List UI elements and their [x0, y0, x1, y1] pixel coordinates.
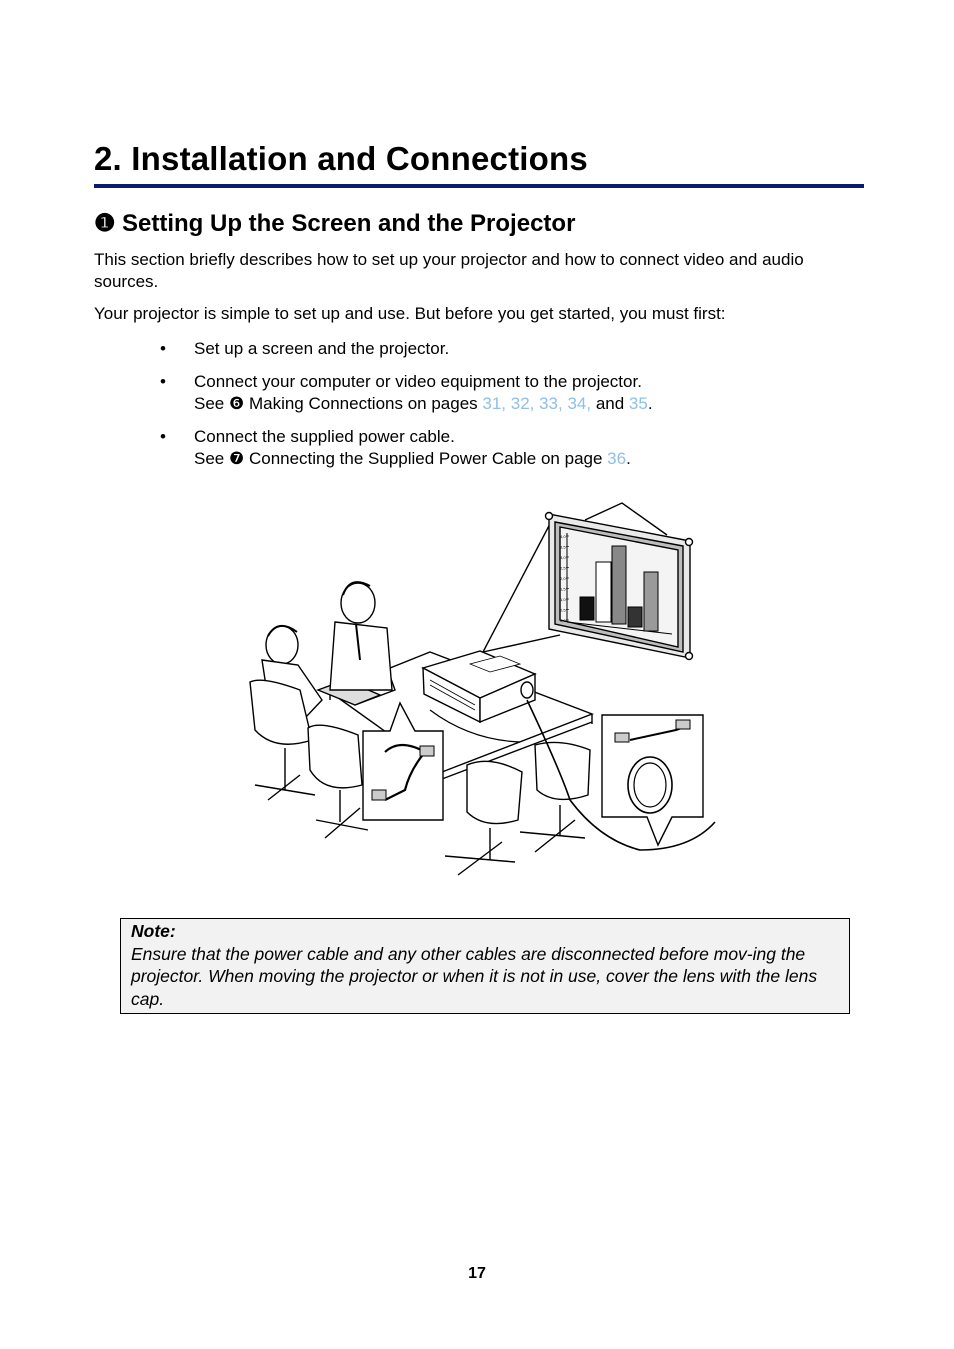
reference-text: Making Connections on pages — [244, 394, 483, 413]
screen-tick-label: 3,0 — [560, 555, 566, 560]
screen-tick-label: 1,0 — [560, 597, 566, 602]
setup-steps-list — [94, 338, 834, 481]
step-text: Connect your computer or video equipment to the projector. — [194, 372, 642, 391]
page-links[interactable]: 31, 32, 33, 34, — [482, 394, 592, 413]
projection-screen — [546, 513, 693, 660]
section-title: Setting Up the Screen and the Projector — [122, 210, 576, 237]
step-text: Connect the supplied power cable. — [194, 427, 455, 446]
screen-tick-label: 3,5 — [560, 544, 566, 550]
screen-bar — [612, 546, 626, 624]
note-title: Note: — [131, 921, 176, 941]
page-link[interactable]: 35 — [628, 394, 648, 413]
setup-illustration — [240, 500, 730, 885]
screen-tick-label: 4,0 — [560, 534, 566, 539]
screen-tick-label: 0,5 — [560, 607, 566, 613]
power-cable-inset — [602, 715, 703, 845]
screen-bar — [596, 562, 611, 622]
see-prefix: See — [194, 394, 229, 413]
intro-paragraph-2: Your projector is simple to set up and use. But before you get started, you must first: — [94, 304, 726, 323]
section-number-glyph: ❶ — [94, 210, 116, 237]
beam-line — [483, 520, 552, 652]
screen-tick-label: 2,0 — [560, 576, 566, 581]
list-item — [94, 371, 834, 415]
list-item — [94, 426, 834, 470]
section-heading — [94, 209, 575, 238]
page-link[interactable]: 36 — [607, 449, 627, 468]
and-text: and — [591, 394, 629, 413]
note-box — [120, 918, 850, 1014]
screen-bar — [644, 572, 658, 631]
screen-tick-label: 2,5 — [560, 565, 566, 571]
presenter-figure — [330, 582, 392, 690]
chair — [520, 742, 590, 852]
screen-tick-label: 1,5 — [560, 586, 566, 592]
sentence-end: . — [647, 394, 653, 413]
bullet-glyph: • — [160, 427, 166, 446]
chapter-title: 2. Installation and Connections — [94, 140, 864, 188]
sentence-end: . — [626, 449, 631, 468]
reference-glyph: ❻ — [228, 394, 245, 413]
intro-paragraph-1: This section briefly describes how to set up your projector and how to connect video and audio sources. — [94, 250, 804, 291]
screen-bar — [580, 597, 594, 620]
see-prefix: See — [194, 449, 229, 468]
chair — [308, 725, 368, 838]
screen-bar — [628, 607, 642, 627]
chair — [445, 761, 522, 875]
note-text: Ensure that the power cable and any other cables are disconnected before mov-ing the projector. When moving the projector or when it is not in use, cover the lens with the lens cap. — [131, 943, 818, 1009]
reference-text: Connecting the Supplied Power Cable on page — [244, 449, 608, 468]
reference-glyph: ❼ — [228, 449, 245, 468]
page-number: 17 — [468, 1265, 486, 1282]
step-text: Set up a screen and the projector. — [194, 339, 450, 358]
beam-line — [483, 635, 560, 652]
bullet-glyph: • — [160, 372, 166, 391]
list-item — [94, 338, 834, 360]
bullet-glyph: • — [160, 339, 166, 358]
screen-tick-label: 0,0 — [560, 618, 566, 623]
